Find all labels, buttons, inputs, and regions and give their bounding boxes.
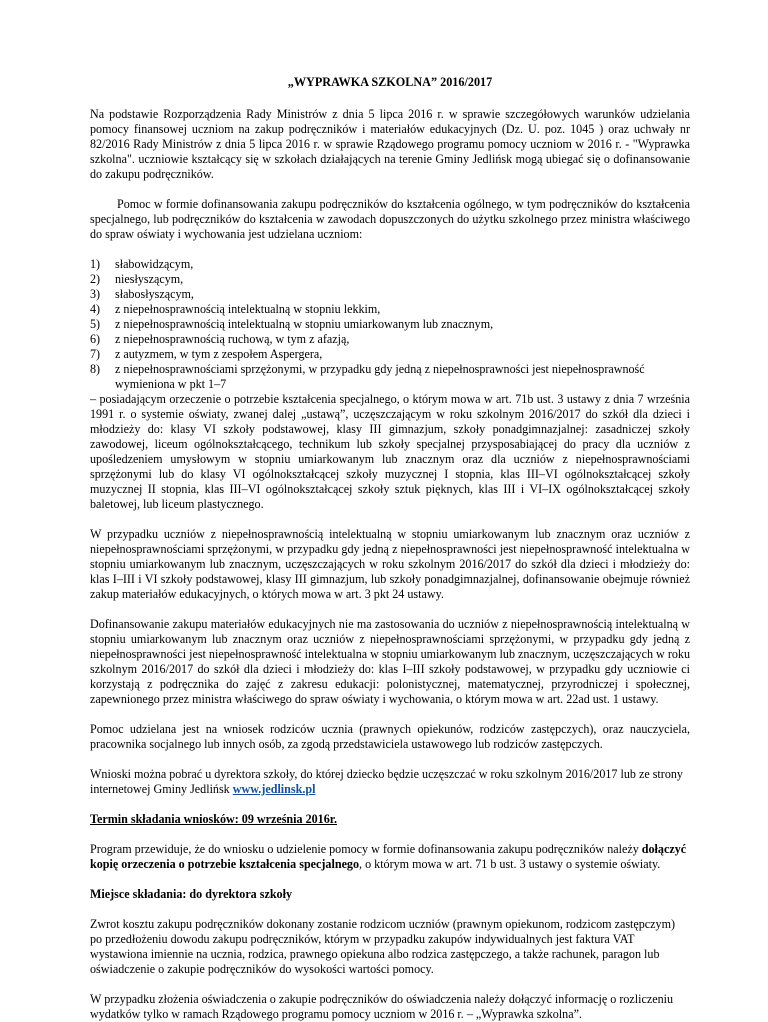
list-number: 3) bbox=[90, 287, 101, 301]
deadline-paragraph bbox=[90, 812, 690, 827]
help-paragraph: Pomoc w formie dofinansowania zakupu podręczników do kształcenia ogólnego, w tym podręczników do kształcenia specjalnego, lub podręczników do kształcenia w zawodach dopuszczonych do użytku szkolnego przez ministra właściwego do spraw oświaty i wychowania jest udzielana uczniom: bbox=[90, 197, 690, 241]
document-title: „WYPRAWKA SZKOLNA” 2016/2017 bbox=[287, 75, 493, 89]
program-text-pre: Program przewiduje, że do wniosku o udzielenie pomocy w formie dofinansowania zakupu podręczników należy bbox=[90, 842, 642, 856]
intro-paragraph: Na podstawie Rozporządzenia Rady Ministrów z dnia 5 lipca 2016 r. w sprawie szczegółowych warunków udzielania pomocy finansowej uczniom na zakup podręczników i materiałów edukacyjnych (Dz. U. poz. 1045 ) oraz uchwały nr 82/2016 Rady Ministrów z dnia 5 lipca 2016 r. w sprawie Rządowego programu pomocy uczniom w 2016 r. - "Wyprawka szkolna". uczniowie kształcący się w szkołach działających na terenie Gminy Jedlińsk mogą ubiegać się o dofinansowanie do zakupu podręczników. bbox=[90, 107, 690, 181]
place-text: Miejsce składania: do dyrektora szkoły bbox=[90, 887, 293, 901]
program-text-bold: dołączyć kopię orzeczenia o potrzebie kształcenia specjalnego bbox=[90, 842, 687, 871]
eligibility-list bbox=[90, 257, 690, 392]
list-number: 6) bbox=[90, 332, 101, 346]
program-paragraph bbox=[90, 842, 690, 872]
after-list-paragraph: – posiadającym orzeczenie o potrzebie kształcenia specjalnego, o którym mowa w art. 71b ust. 3 ustawy z dnia 7 września 1991 r. o systemie oświaty, zwanej dalej „ustawą”, uczęszczającym w roku szkolnym 2016/2017 do szkół dla dzieci i młodzieży do: klasy VI szkoły podstawowej, klasy III gimnazjum, szkoły ponadgimnazjalnej: zasadniczej szkoły zawodowej, liceum ogólnokształcącego, technikum lub szkoły specjalnej przysposabiającej do pracy dla uczniów z upośledzeniem umysłowym w stopniu umiarkowanym lub znacznym oraz dla uczniów z niepełnosprawnościami sprzężonymi lub do klasy VI ogólnokształcącej szkoły muzycznej I stopnia, klas III–VI ogólnokształcącej szkoły muzycznej II stopnia, klas III–VI ogólnokształcącej szkoły sztuk pięknych, klas III i VI–IX ogólnokształcącej szkoły baletowej, lub liceum plastycznego. bbox=[90, 392, 690, 511]
list-number: 1) bbox=[90, 257, 101, 271]
place-paragraph bbox=[90, 887, 690, 902]
list-item bbox=[90, 257, 690, 272]
list-item bbox=[90, 302, 690, 317]
list-item bbox=[90, 332, 690, 347]
list-item bbox=[90, 272, 690, 287]
list-item bbox=[90, 362, 690, 392]
list-number: 5) bbox=[90, 317, 101, 331]
list-text: z autyzmem, w tym z zespołem Aspergera, bbox=[115, 347, 323, 361]
website-link[interactable]: www.jedlinsk.pl bbox=[232, 782, 316, 796]
deadline-text: Termin składania wniosków: 09 września 2016r. bbox=[90, 812, 338, 826]
list-number: 8) bbox=[90, 362, 101, 376]
list-number: 7) bbox=[90, 347, 101, 361]
refund-paragraph: Zwrot kosztu zakupu podręczników dokonany zostanie rodzicom uczniów (prawnym opiekunom, rodzicom zastępczym) po przedłożeniu dowodu zakupu podręczników, którym w przypadku zakupów indywidualnych jest faktura VAT wystawiona imiennie na ucznia, rodzica, prawnego opiekuna albo rodzica zastępczego, a także rachunek, paragon lub oświadczenie o zakupie podręczników do wysokości wartości pomocy. bbox=[90, 917, 676, 976]
forms-text: Wnioski można pobrać u dyrektora szkoły, do której dziecko będzie uczęszczać w roku szkolnym 2016/2017 lub ze strony internetowej Gminy Jedlińsk bbox=[90, 767, 683, 796]
forms-paragraph bbox=[90, 767, 690, 797]
list-text: z niepełnosprawnością intelektualną w stopniu lekkim, bbox=[115, 302, 381, 316]
list-text: z niepełnosprawnościami sprzężonymi, w przypadku gdy jedną z niepełnosprawności jest niepełnosprawność wymieniona w pkt 1–7 bbox=[115, 362, 645, 391]
list-item bbox=[90, 287, 690, 302]
program-text-post: , o którym mowa w art. 71 b ust. 3 ustawy o systemie oświaty. bbox=[359, 857, 661, 871]
list-text: niesłyszącym, bbox=[115, 272, 184, 286]
list-text: z niepełnosprawnością ruchową, w tym z afazją, bbox=[115, 332, 350, 346]
list-item bbox=[90, 317, 690, 332]
list-number: 4) bbox=[90, 302, 101, 316]
declaration-paragraph: W przypadku złożenia oświadczenia o zakupie podręczników do oświadczenia należy dołączyć informację o rozliczeniu wydatków tylko w ramach Rządowego programu pomocy uczniom w 2016 r. – „Wyprawka szkolna”. bbox=[90, 992, 674, 1021]
exclusion-paragraph: Dofinansowanie zakupu materiałów edukacyjnych nie ma zastosowania do uczniów z niepełnosprawnością intelektualną w stopniu umiarkowanym lub znacznym oraz uczniów z niepełnosprawnościami sprzężonymi, w przypadku gdy jedną z niepełnosprawności jest niepełnosprawność intelektualna w stopniu umiarkowanym lub znacznym, uczęszczających w roku szkolnym 2016/2017 do szkół dla dzieci i młodzieży do: klas I–III szkoły podstawowej, w przypadku gdy uczniowie ci korzystają z podręcznika do zajęć z zakresu edukacji: polonistycznej, matematycznej, przyrodniczej i społecznej, zapewnionego przez ministra właściwego do spraw oświaty i wychowania, o którym mowa w art. 22ad ust. 1 ustawy. bbox=[90, 617, 690, 706]
list-text: słabowidzącym, bbox=[115, 257, 194, 271]
list-item bbox=[90, 347, 690, 362]
request-paragraph: Pomoc udzielana jest na wniosek rodziców ucznia (prawnych opiekunów, rodziców zastępczych), oraz nauczyciela, pracownika socjalnego lub innych osób, za zgodą przedstawiciela ustawowego lub rodziców zastępczych. bbox=[90, 722, 690, 751]
list-text: słabosłyszącym, bbox=[115, 287, 194, 301]
list-text: z niepełnosprawnością intelektualną w stopniu umiarkowanym lub znacznym, bbox=[115, 317, 494, 331]
list-number: 2) bbox=[90, 272, 101, 286]
materials-paragraph: W przypadku uczniów z niepełnosprawnością intelektualną w stopniu umiarkowanym lub znacznym oraz uczniów z niepełnosprawnościami sprzężonymi, w przypadku gdy jedną z niepełnosprawności jest niepełnosprawność intelektualna w stopniu umiarkowanym lub znacznym, uczęszczających w roku szkolnym 2016/2017 do szkół dla dzieci i młodzieży do: klas I–III i VI szkoły podstawowej, klasy III gimnazjum, lub szkoły ponadgimnazjalnej, dofinansowanie obejmuje również zakup materiałów edukacyjnych, o których mowa w art. 3 pkt 24 ustawy. bbox=[90, 527, 690, 601]
